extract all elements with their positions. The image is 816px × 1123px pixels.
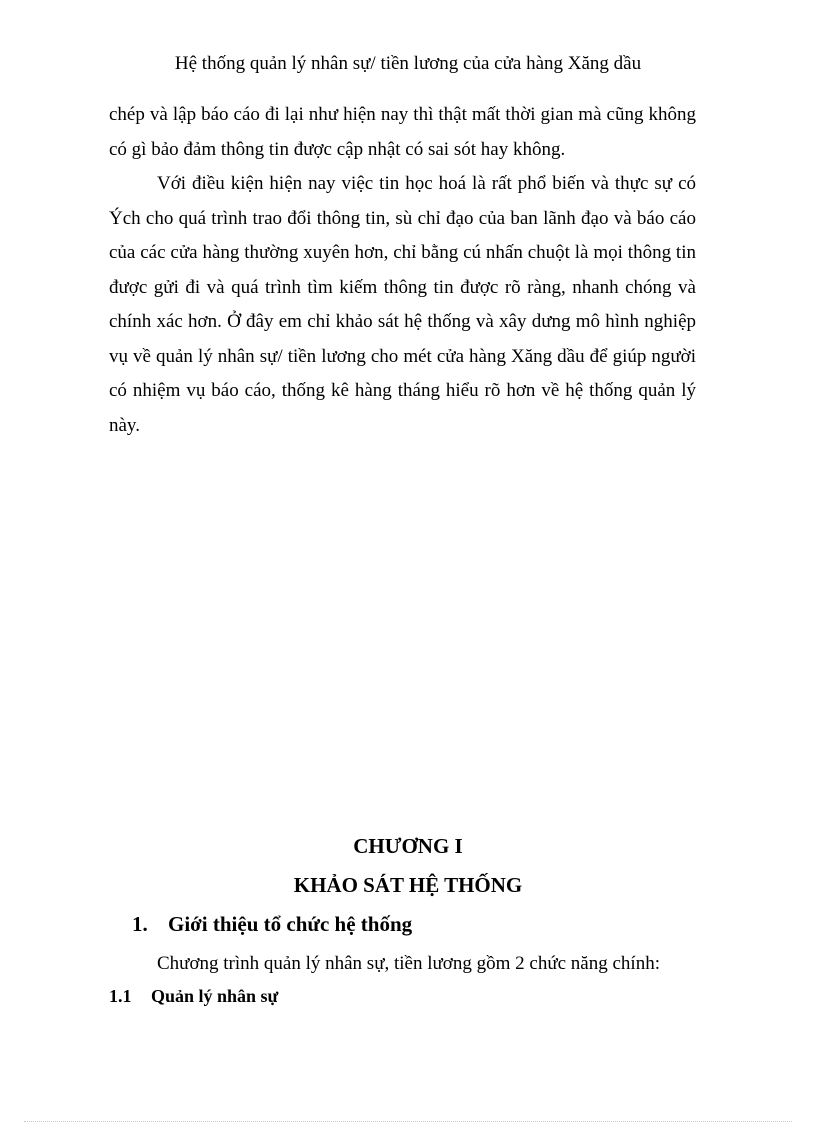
chapter-title: KHẢO SÁT HỆ THỐNG — [293, 873, 523, 897]
paragraph-main: Với điều kiện hiện nay việc tin học hoá là rất phổ biến và thực sự có Ých cho quá trình trao đổi thông tin, sù chỉ đạo của ban lãnh đạo và báo cáo của các cửa hàng thường xuyên hơn, chỉ bằng cú nhấn chuột là mọi thông tin được gửi đi và quá trình tìm kiếm thông tin được rõ ràng, nhanh chóng và chính xác hơn. Ở đây em chỉ khảo sát hệ thống và xây dưng mô hình nghiệp vụ về quản lý nhân sự/ tiền lương cho mét cửa hàng Xăng dầu để giúp người có nhiệm vụ báo cáo, thống kê hàng tháng hiểu rõ hơn về hệ thống quản lý này. — [109, 173, 696, 436]
paragraph-continuation: chép và lập báo cáo đi lại như hiện nay thì thật mất thời gian mà cũng không có gì bảo đảm thông tin được cập nhật có sai sót hay không. — [109, 104, 696, 160]
page-header: Hệ thống quản lý nhân sự/ tiền lương của cửa hàng Xăng dầu — [174, 53, 642, 74]
section-intro-text: Chương trình quản lý nhân sự, tiền lương gồm 2 chức năng chính: — [157, 953, 660, 974]
subsection-heading-1-1 — [109, 986, 278, 1007]
page-bottom-divider — [24, 1121, 792, 1122]
chapter-number: CHƯƠNG I — [353, 834, 463, 858]
section-title: Giới thiệu tổ chức hệ thống — [168, 912, 413, 936]
section-number: 1. — [132, 912, 148, 936]
subsection-number: 1.1 — [109, 986, 132, 1006]
body-text — [109, 98, 696, 443]
section-heading-1 — [132, 912, 412, 937]
subsection-title: Quản lý nhân sự — [151, 986, 279, 1006]
